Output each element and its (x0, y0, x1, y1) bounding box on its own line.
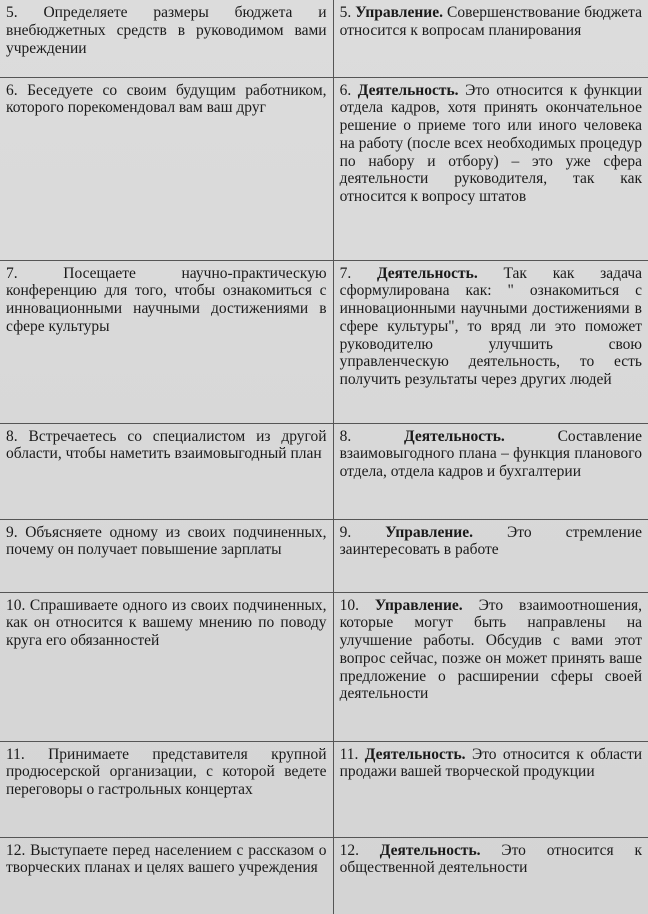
answer-keyword: Управление. (374, 596, 463, 614)
answer-number: 12. (339, 841, 359, 859)
table-row (0, 0, 648, 77)
answer-text: Это относится к общественной деятельности (339, 841, 643, 877)
answer-text: Совершенствование бюджета относится к вопросам планирования (339, 4, 643, 39)
answer-text: Составление взаимовыгодного плана – функция планового отдела, отдела кадров и бухгалтерии (339, 427, 642, 481)
answer-text: Это относится к функции отдела кадров, хотя принять окончательное решение о приеме того или иного человека на работу (после всех необходимых процедур по набору и отбору) – это уже сфера деятельности руководителя, так как относится к вопросу штатов (339, 81, 642, 206)
answer-number: 10. (339, 596, 359, 614)
answer-number: 7. (339, 264, 352, 282)
table-row (0, 423, 648, 519)
answer-text: Это взаимоотношения, которые могут быть направлены на улучшение работы. Обсудив с вами этот вопрос сейчас, позже он может принять ваше предложение о расширении сферы своей деятельности (339, 596, 643, 703)
answer-number: 8. (339, 427, 352, 445)
question-cell: 12. Выступаете перед населением с рассказом о творческих планах и целях вашего учреждения (0, 837, 333, 914)
question-cell: 8. Встречаетесь со специалистом из другой области, чтобы наметить взаимовыгодный план (0, 423, 333, 519)
answer-cell (333, 741, 648, 837)
answer-text: Это стремление заинтересовать в работе (339, 523, 643, 559)
answer-cell (333, 77, 648, 260)
table-row (0, 741, 648, 837)
answer-keyword: Деятельность. (364, 745, 466, 763)
answer-number: 6. (339, 81, 352, 99)
question-cell: 6. Беседуете со своим будущим работником, которого порекомендовал вам ваш друг (0, 77, 333, 260)
answer-text: Это относится к области продажи вашей творческой продукции (339, 745, 643, 781)
answer-keyword: Управление. (355, 4, 443, 21)
table-row (0, 592, 648, 741)
answer-cell (333, 0, 648, 77)
question-cell: 7. Посещаете научно-практическую конференцию для того, чтобы ознакомиться с инновационными научными достижениями в сфере культуры (0, 260, 333, 423)
answer-number: 5. (339, 4, 352, 21)
answer-cell (333, 837, 648, 914)
question-cell: 11. Принимаете представителя крупной продюсерской организации, с которой ведете переговоры о гастрольных концертах (0, 741, 333, 837)
answer-keyword: Управление. (385, 523, 473, 541)
table-row (0, 837, 648, 914)
table-row (0, 519, 648, 592)
answer-cell (333, 260, 648, 423)
answer-keyword: Деятельность. (357, 81, 459, 99)
answer-number: 9. (339, 523, 352, 541)
question-cell: 9. Объясняете одному из своих подчиненных, почему он получает повышение зарплаты (0, 519, 333, 592)
answer-keyword: Деятельность. (376, 264, 478, 282)
answer-cell (333, 423, 648, 519)
answer-cell (333, 592, 648, 741)
answer-number: 11. (339, 745, 359, 763)
answer-keyword: Деятельность. (379, 841, 481, 859)
question-cell: 5. Определяете размеры бюджета и внебюджетных средств в руководимом вами учреждении (0, 0, 333, 77)
answer-text: Так как задача сформулирована как: " ознакомиться с инновационными научными достижениями в сфере культуры", то вряд ли это поможет руководителю улучшить свою управленческую деятельность, то есть получить результаты через других людей (339, 264, 643, 389)
question-cell: 10. Спрашиваете одного из своих подчиненных, как он относится к вашему мнению по поводу круга его обязанностей (0, 592, 333, 741)
table-row (0, 77, 648, 260)
answer-keyword: Деятельность. (404, 427, 505, 445)
answer-cell (333, 519, 648, 592)
table-row (0, 260, 648, 423)
